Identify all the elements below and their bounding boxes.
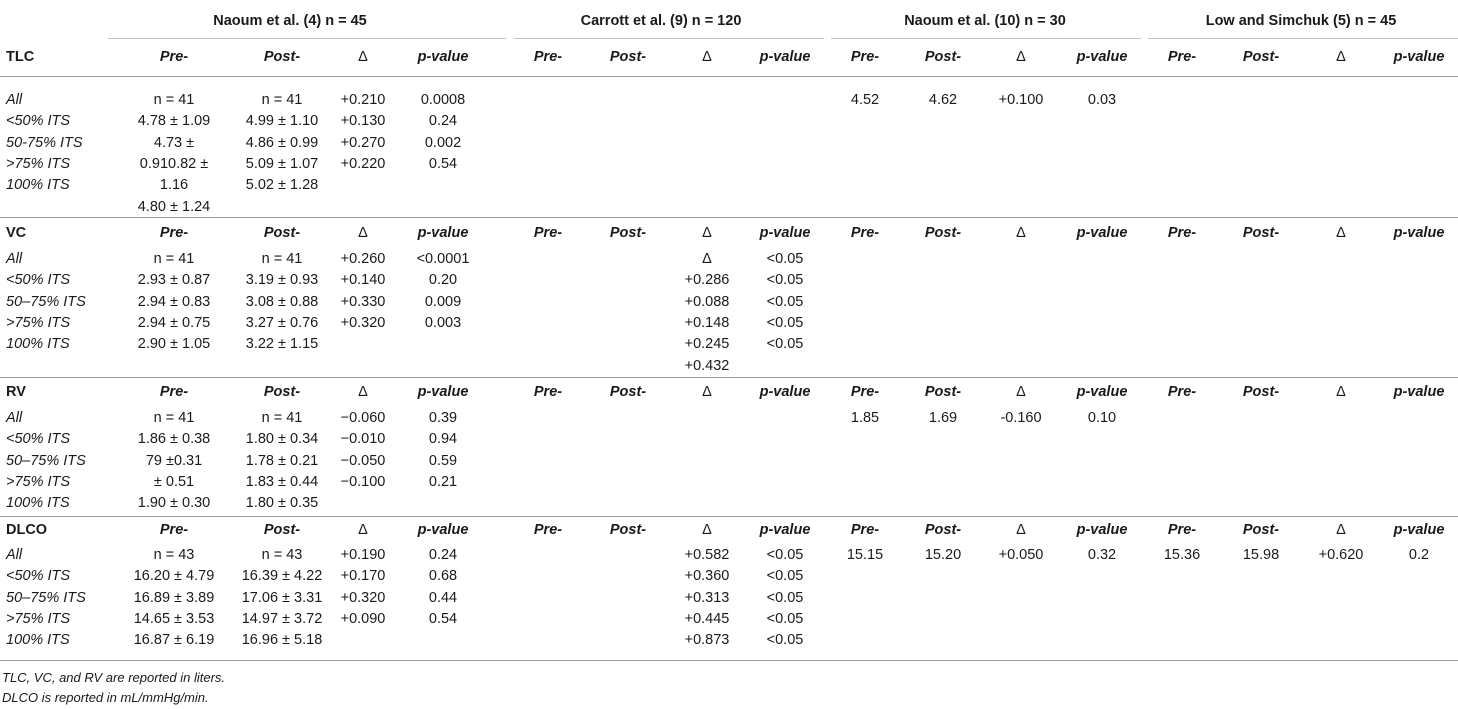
column-header: Post-	[924, 49, 962, 65]
table-cell: 0.10	[1087, 410, 1117, 426]
column-header: Post-	[609, 225, 647, 241]
study-underline	[831, 38, 1141, 39]
column-header: Post-	[609, 522, 647, 538]
table-cell: 2.94 ± 0.83	[137, 293, 211, 310]
column-header: Δ	[702, 225, 712, 241]
table-cell: 1.78 ± 0.21	[245, 452, 319, 469]
row-label: 100% ITS	[6, 336, 70, 353]
table-cell: <0.05	[766, 632, 804, 649]
column-header: Δ	[702, 522, 712, 538]
table-cell: +0.220	[340, 155, 386, 172]
table-cell: 0.32	[1087, 547, 1117, 563]
column-header: Post-	[263, 522, 301, 538]
table-cell: n = 41	[153, 410, 195, 426]
table-cell: 0.003	[424, 314, 462, 331]
column-header: Pre-	[1167, 384, 1197, 400]
column-header: Pre-	[850, 49, 880, 65]
table-cell: 1.90 ± 0.30	[137, 495, 211, 512]
column-header: Pre-	[850, 384, 880, 400]
column-header: p-value	[417, 225, 469, 241]
column-header: Post-	[924, 225, 962, 241]
table-cell: +0.445	[684, 610, 730, 627]
table-cell: +0.320	[340, 314, 386, 331]
column-header: Post-	[609, 49, 647, 65]
section-label: RV	[6, 384, 26, 400]
table-cell: 1.16	[159, 177, 189, 194]
rule-table-bottom	[0, 660, 1458, 661]
table-cell: 2.94 ± 0.75	[137, 314, 211, 331]
row-label: <50% ITS	[6, 113, 71, 130]
table-cell: n = 41	[261, 92, 303, 108]
table-cell: +0.210	[340, 92, 386, 108]
table-cell: +0.088	[684, 293, 730, 310]
table-cell: 0.68	[428, 568, 458, 585]
table-cell: n = 43	[153, 547, 195, 563]
column-header: Δ	[358, 225, 368, 241]
table-cell: n = 41	[153, 251, 195, 267]
row-label: 50-75% ITS	[6, 134, 83, 151]
table-cell: -0.160	[1000, 410, 1042, 426]
table-cell: 5.09 ± 1.07	[245, 155, 319, 172]
column-header: Pre-	[533, 49, 563, 65]
table-cell: 15.36	[1163, 547, 1201, 563]
column-header: Post-	[263, 49, 301, 65]
study-underline	[108, 38, 506, 39]
column-header: Post-	[1242, 225, 1280, 241]
table-cell: <0.05	[766, 568, 804, 585]
column-header: Δ	[358, 384, 368, 400]
table-cell: 1.80 ± 0.34	[245, 431, 319, 448]
column-header: p-value	[417, 384, 469, 400]
column-header: Δ	[1016, 384, 1026, 400]
column-header: Δ	[358, 49, 368, 65]
column-header: Pre-	[533, 384, 563, 400]
table-cell: n = 41	[153, 92, 195, 108]
table-cell: +0.270	[340, 134, 386, 151]
table-cell: +0.320	[340, 589, 386, 606]
footnote: DLCO is reported in mL/mmHg/min.	[2, 690, 209, 705]
row-label: 100% ITS	[6, 632, 70, 649]
table-cell: 0.20	[428, 272, 458, 289]
column-header: p-value	[1393, 384, 1445, 400]
section-label: TLC	[6, 49, 35, 65]
table-cell: 0.94	[428, 431, 458, 448]
table-cell: 1.80 ± 0.35	[245, 495, 319, 512]
rule-vc-top	[0, 217, 1458, 218]
table-cell: 16.87 ± 6.19	[133, 632, 215, 649]
study-title: Carrott et al. (9) n = 120	[580, 13, 742, 29]
column-header: Δ	[358, 522, 368, 538]
table-cell: 14.97 ± 3.72	[241, 610, 323, 627]
table-cell: 0.002	[424, 134, 462, 151]
table-cell: 0.910.82 ±	[139, 155, 209, 172]
table-cell: 2.90 ± 1.05	[137, 336, 211, 353]
table-cell: 4.78 ± 1.09	[137, 113, 211, 130]
column-header: p-value	[417, 522, 469, 538]
table-cell: ± 0.51	[153, 473, 195, 490]
row-label: All	[6, 92, 23, 108]
column-header: Pre-	[159, 384, 189, 400]
table-cell: 3.27 ± 0.76	[245, 314, 319, 331]
study-underline	[514, 38, 824, 39]
table-cell: <0.0001	[416, 251, 470, 267]
row-label: 50–75% ITS	[6, 293, 86, 310]
study-title: Naoum et al. (4) n = 45	[213, 13, 367, 29]
column-header: Pre-	[159, 225, 189, 241]
table-cell: <0.05	[766, 272, 804, 289]
table-cell: +0.582	[684, 547, 730, 563]
section-label: VC	[6, 225, 27, 241]
row-label: 50–75% ITS	[6, 452, 86, 469]
column-header: Post-	[924, 384, 962, 400]
row-label: 100% ITS	[6, 177, 70, 194]
table-cell: +0.620	[1318, 547, 1364, 563]
table-cell: 0.44	[428, 589, 458, 606]
table-cell: 0.009	[424, 293, 462, 310]
table-cell: 14.65 ± 3.53	[133, 610, 215, 627]
table-cell: +0.260	[340, 251, 386, 267]
row-label: 50–75% ITS	[6, 589, 86, 606]
table-cell: 79 ±0.31	[145, 452, 203, 469]
study-title: Naoum et al. (10) n = 30	[904, 13, 1066, 29]
table-cell: +0.313	[684, 589, 730, 606]
table-cell: <0.05	[766, 314, 804, 331]
table-cell: n = 41	[261, 251, 303, 267]
column-header: p-value	[1393, 225, 1445, 241]
row-label: <50% ITS	[6, 568, 71, 585]
column-header: Post-	[1242, 522, 1280, 538]
table-cell: 3.19 ± 0.93	[245, 272, 319, 289]
table-cell: +0.170	[340, 568, 386, 585]
table-cell: 4.86 ± 0.99	[245, 134, 319, 151]
row-label: All	[6, 410, 23, 426]
column-header: p-value	[1076, 384, 1128, 400]
table-cell: +0.090	[340, 610, 386, 627]
column-header: Δ	[1016, 225, 1026, 241]
table-cell: <0.05	[766, 610, 804, 627]
table-cell: 17.06 ± 3.31	[241, 589, 323, 606]
row-label: >75% ITS	[6, 610, 71, 627]
rule-rv-top	[0, 377, 1458, 378]
rule-tlc-header	[0, 76, 1458, 77]
table-cell: 0.0008	[420, 92, 466, 108]
table-cell: 16.89 ± 3.89	[133, 589, 215, 606]
column-header: p-value	[1393, 49, 1445, 65]
row-label: >75% ITS	[6, 314, 71, 331]
column-header: p-value	[1393, 522, 1445, 538]
column-header: p-value	[759, 49, 811, 65]
table-cell: 4.62	[928, 92, 958, 108]
table-cell: 0.21	[428, 473, 458, 490]
table-cell: +0.100	[998, 92, 1044, 108]
column-header: Post-	[609, 384, 647, 400]
table-cell: 2.93 ± 0.87	[137, 272, 211, 289]
table-cell: +0.286	[684, 272, 730, 289]
table-cell: 0.03	[1087, 92, 1117, 108]
table-cell: 16.20 ± 4.79	[133, 568, 215, 585]
column-header: Δ	[702, 384, 712, 400]
column-header: p-value	[759, 522, 811, 538]
row-label: >75% ITS	[6, 155, 71, 172]
table-cell: 4.99 ± 1.10	[245, 113, 319, 130]
column-header: Δ	[1336, 384, 1346, 400]
row-label: All	[6, 547, 23, 563]
study-title: Low and Simchuk (5) n = 45	[1205, 13, 1397, 29]
table-cell: 3.22 ± 1.15	[245, 336, 319, 353]
table-cell: <0.05	[766, 251, 804, 267]
study-underline	[1148, 38, 1458, 39]
table-cell: +0.148	[684, 314, 730, 331]
column-header: Pre-	[533, 522, 563, 538]
section-label: DLCO	[6, 522, 48, 538]
table-cell: 16.39 ± 4.22	[241, 568, 323, 585]
table-cell: 0.24	[428, 113, 458, 130]
column-header: Δ	[1016, 522, 1026, 538]
column-header: p-value	[759, 384, 811, 400]
row-label: 100% ITS	[6, 495, 70, 512]
table-cell: 15.20	[924, 547, 962, 563]
table-cell: 0.24	[428, 547, 458, 563]
table-cell: −0.060	[340, 410, 386, 426]
table-cell: 0.2	[1408, 547, 1430, 563]
row-label: All	[6, 251, 23, 267]
column-header: Pre-	[850, 225, 880, 241]
row-label: <50% ITS	[6, 272, 71, 289]
table-cell: Δ	[702, 251, 712, 267]
table-cell: <0.05	[766, 293, 804, 310]
column-header: Pre-	[533, 225, 563, 241]
table-cell: 0.54	[428, 610, 458, 627]
column-header: Δ	[1336, 49, 1346, 65]
column-header: Post-	[1242, 384, 1280, 400]
row-label: <50% ITS	[6, 431, 71, 448]
table-cell: <0.05	[766, 547, 804, 563]
table-cell: 4.80 ± 1.24	[137, 198, 211, 215]
column-header: Post-	[263, 384, 301, 400]
table-cell: 5.02 ± 1.28	[245, 177, 319, 194]
column-header: p-value	[417, 49, 469, 65]
table-cell: 3.08 ± 0.88	[245, 293, 319, 310]
table-cell: 16.96 ± 5.18	[241, 632, 323, 649]
column-header: p-value	[759, 225, 811, 241]
table-cell: +0.130	[340, 113, 386, 130]
table-cell: 4.52	[850, 92, 880, 108]
column-header: Δ	[1016, 49, 1026, 65]
column-header: Post-	[1242, 49, 1280, 65]
table-cell: 1.69	[928, 410, 958, 426]
row-label: >75% ITS	[6, 473, 71, 490]
column-header: Pre-	[1167, 522, 1197, 538]
table-cell: +0.190	[340, 547, 386, 563]
column-header: Pre-	[159, 522, 189, 538]
table-cell: +0.245	[684, 336, 730, 353]
table-cell: 15.98	[1242, 547, 1280, 563]
table-cell: 0.54	[428, 155, 458, 172]
table-cell: <0.05	[766, 336, 804, 353]
column-header: Pre-	[1167, 225, 1197, 241]
table-cell: +0.360	[684, 568, 730, 585]
table-cell: −0.050	[340, 452, 386, 469]
column-header: Pre-	[850, 522, 880, 538]
column-header: Δ	[702, 49, 712, 65]
column-header: Pre-	[159, 49, 189, 65]
column-header: Post-	[924, 522, 962, 538]
column-header: Post-	[263, 225, 301, 241]
column-header: p-value	[1076, 225, 1128, 241]
table-cell: +0.140	[340, 272, 386, 289]
table-cell: −0.100	[340, 473, 386, 490]
table-cell: <0.05	[766, 589, 804, 606]
column-header: p-value	[1076, 49, 1128, 65]
table-cell: 4.73 ±	[153, 134, 195, 151]
table-cell: 15.15	[846, 547, 884, 563]
table-cell: +0.873	[684, 632, 730, 649]
table-cell: +0.050	[998, 547, 1044, 563]
table-cell: 1.86 ± 0.38	[137, 431, 211, 448]
table-cell: 1.83 ± 0.44	[245, 473, 319, 490]
rule-dlco-top	[0, 516, 1458, 517]
footnote: TLC, VC, and RV are reported in liters.	[2, 670, 226, 685]
table-cell: +0.330	[340, 293, 386, 310]
table-cell: −0.010	[340, 431, 386, 448]
column-header: Δ	[1336, 522, 1346, 538]
table-cell: n = 41	[261, 410, 303, 426]
table-cell: 0.59	[428, 452, 458, 469]
table-cell: 1.85	[850, 410, 880, 426]
table-cell: n = 43	[261, 547, 303, 563]
column-header: Pre-	[1167, 49, 1197, 65]
table-cell: +0.432	[684, 357, 730, 374]
column-header: Δ	[1336, 225, 1346, 241]
column-header: p-value	[1076, 522, 1128, 538]
table-cell: 0.39	[428, 410, 458, 426]
